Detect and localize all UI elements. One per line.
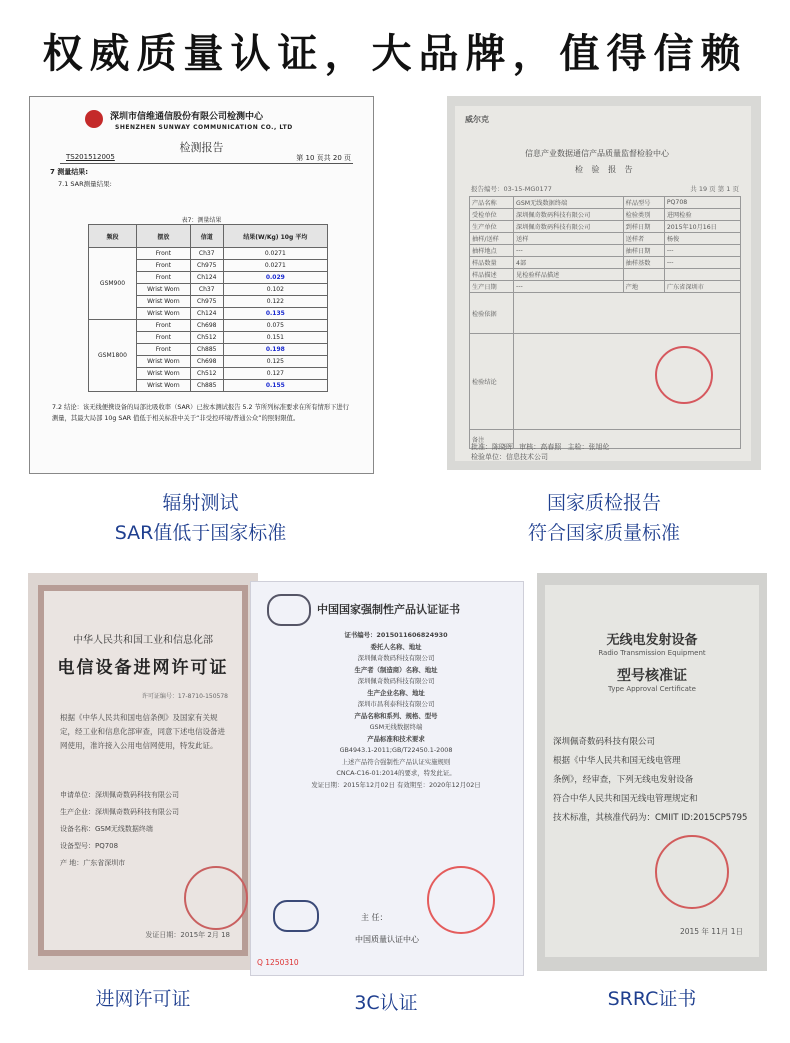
- table-cell: 产地: [623, 281, 664, 293]
- qc-header: 信息产业数据通信产品质量监督检验中心: [525, 149, 669, 158]
- table-cell: Ch885: [190, 344, 223, 356]
- table-row: [470, 281, 741, 293]
- table-cell: Ch512: [190, 368, 223, 380]
- table-row: [470, 245, 741, 257]
- ccc-line: 深圳佩奇数码科技有限公司: [357, 654, 435, 662]
- red-stamp-icon: [655, 835, 729, 909]
- sar-conclusion: 7.2 结论：该无线便携设备的局部比吸收率（SAR）已按本测试报告 5.2 节所列标准要求在所有情形下进行测量，其最大局部 10g SAR 值低于相关标准中关于“非受控环境/普通公众”的照射限值。: [52, 404, 350, 422]
- ccc-logo-icon: [267, 594, 311, 626]
- table-header: 频段: [89, 225, 137, 248]
- table-cell: 0.155: [223, 380, 327, 392]
- table-header: 结果(W/Kg) 10g 平均: [223, 225, 327, 248]
- table-cell: Ch885: [190, 380, 223, 392]
- ccc-certificate-image: [250, 581, 524, 976]
- caption-qc: [447, 488, 761, 548]
- table-cell: 抽样日期: [623, 245, 664, 257]
- sar-page: 第 10 页共 20 页: [296, 154, 351, 162]
- table-cell: GSM无线数据终端: [514, 197, 624, 209]
- table-cell: 0.151: [223, 332, 327, 344]
- caption-srrc: SRRC证书: [607, 988, 697, 1010]
- table-cell: Ch512: [190, 332, 223, 344]
- ccc-line: 深圳市昌利泰科技有限公司: [357, 700, 435, 708]
- caption-line: 符合国家质量标准: [527, 522, 680, 544]
- qc-page: 共 19 页 第 1 页: [690, 185, 739, 193]
- table-cell: 0.075: [223, 320, 327, 332]
- caption-nl: 进网许可证: [95, 988, 191, 1010]
- table-cell: 0.029: [223, 272, 327, 284]
- table-cell: Front: [136, 320, 190, 332]
- qc-side-label: 备注: [470, 430, 514, 449]
- red-stamp-icon: [655, 346, 713, 404]
- table-cell: 0.102: [223, 284, 327, 296]
- caption-sar: [29, 488, 372, 548]
- company-logo-icon: [85, 110, 103, 128]
- table-cell: ---: [514, 281, 624, 293]
- qc-side-label: 检验结论: [470, 334, 514, 430]
- srrc-line: 条例》，经审查，下列无线电发射设备: [553, 775, 694, 785]
- table-cell: Wrist Worn: [136, 308, 190, 320]
- qc-side-label: 检验依据: [470, 293, 514, 334]
- srrc-certificate-image: [537, 573, 767, 971]
- table-cell: 深圳佩奇数码科技有限公司: [514, 221, 624, 233]
- sar-table: [88, 224, 328, 392]
- table-cell: 4部: [514, 257, 624, 269]
- ccc-title: 中国国家强制性产品认证证书: [317, 603, 460, 616]
- table-cell: 送样: [514, 233, 624, 245]
- red-stamp-icon: [184, 866, 248, 930]
- table-cell: 进网检验: [664, 209, 740, 221]
- table-cell: 产品名称: [470, 197, 514, 209]
- qc-sign-line: 检验单位：信息技术公司: [471, 453, 548, 461]
- qc-sign-line: 批准：陈晓晖 审核：高春照 主检：张旭伦: [471, 443, 610, 451]
- table-cell: 生产日期: [470, 281, 514, 293]
- nl-title: 电信设备进网许可证: [57, 658, 229, 678]
- cqc-logo-icon: [273, 900, 319, 932]
- table-cell: Wrist Worn: [136, 356, 190, 368]
- table-cell: ---: [664, 257, 740, 269]
- table-cell: Ch37: [190, 284, 223, 296]
- table-cell: 0.0271: [223, 248, 327, 260]
- nl-field: 申请单位：深圳佩奇数码科技有限公司: [60, 791, 179, 799]
- ccc-line: 发证日期：2015年12月02日 有效期至：2020年12月02日: [311, 780, 481, 789]
- table-cell: Ch975: [190, 260, 223, 272]
- table-cell: Wrist Worn: [136, 296, 190, 308]
- table-row: [470, 197, 741, 209]
- sar-report-image: [29, 96, 374, 474]
- table-cell: 0.135: [223, 308, 327, 320]
- table-cell: 0.122: [223, 296, 327, 308]
- sar-section: 7 测量结果:: [50, 168, 89, 176]
- caption-line: SAR值低于国家标准: [114, 522, 287, 544]
- table-cell: 抽样基数: [623, 257, 664, 269]
- srrc-title2-en: Type Approval Certificate: [608, 685, 696, 693]
- table-cell: 0.198: [223, 344, 327, 356]
- table-cell: Wrist Worn: [136, 380, 190, 392]
- table-cell: 生产单位: [470, 221, 514, 233]
- ccc-line: 产品名称和系列、规格、型号: [354, 711, 438, 720]
- sar-company: 深圳市信维通信股份有限公司检测中心: [110, 112, 264, 122]
- caption-line: 辐射测试: [162, 492, 239, 514]
- table-cell: Ch124: [190, 308, 223, 320]
- network-license-image: [28, 573, 258, 970]
- nl-license-no: 许可证编号：17-8710-150578: [141, 693, 228, 700]
- table-row: [470, 209, 741, 221]
- table-cell: Front: [136, 260, 190, 272]
- srrc-title: 无线电发射设备: [606, 633, 698, 648]
- ccc-line: GB4943.1-2011;GB/T22450.1-2008: [339, 746, 453, 754]
- table-cell: [664, 269, 740, 281]
- table-header: 摆放: [136, 225, 190, 248]
- table-cell: Ch124: [190, 272, 223, 284]
- table-cell: 杨俊: [664, 233, 740, 245]
- srrc-line: 技术标准，其核准代码为：CMIIT ID:2015CP5795: [553, 813, 748, 823]
- table-cell: Ch975: [190, 296, 223, 308]
- table-row: [89, 248, 328, 260]
- table-cell: 0.0271: [223, 260, 327, 272]
- qc-brand: 威尔克: [465, 115, 489, 124]
- sar-subsection: 7.1 SAR测量结果:: [58, 180, 112, 188]
- band-cell: GSM900: [89, 248, 137, 320]
- table-cell: Wrist Worn: [136, 284, 190, 296]
- table-cell: Wrist Worn: [136, 368, 190, 380]
- table-cell: 深圳佩奇数码科技有限公司: [514, 209, 624, 221]
- qc-title: 检 验 报 告: [575, 165, 636, 174]
- table-cell: 抽样/送样: [470, 233, 514, 245]
- sar-report-no: TS201512005: [66, 153, 115, 161]
- table-cell: 见检验样品描述: [514, 269, 624, 281]
- table-cell: Ch698: [190, 356, 223, 368]
- table-cell: 样品描述: [470, 269, 514, 281]
- ccc-line: 产品标准和技术要求: [367, 734, 425, 743]
- sar-title: 检测报告: [179, 141, 224, 154]
- ccc-line: CNCA-C16-01:2014的要求，特发此证。: [336, 769, 456, 777]
- table-cell: 2015年10月16日: [664, 221, 740, 233]
- red-stamp-icon: [427, 866, 495, 934]
- srrc-line: 根据《中华人民共和国无线电管理: [553, 756, 681, 766]
- table-row: [470, 233, 741, 245]
- nl-ministry: 中华人民共和国工业和信息化部: [73, 635, 213, 646]
- table-header: 信道: [190, 225, 223, 248]
- srrc-line: 深圳佩奇数码科技有限公司: [553, 737, 656, 747]
- ccc-line: 生产企业名称、地址: [367, 688, 425, 697]
- srrc-body: [553, 733, 751, 828]
- table-cell: [623, 269, 664, 281]
- ccc-center: 中国质量认证中心: [355, 935, 419, 944]
- table-cell: 受检单位: [470, 209, 514, 221]
- table-cell: 样品型号: [623, 197, 664, 209]
- table-cell: Front: [136, 344, 190, 356]
- table-row: [470, 269, 741, 281]
- qc-report-no: 报告编号：03-15-MG0177: [471, 185, 552, 193]
- ccc-line: GSM无线数据终端: [369, 723, 423, 731]
- nl-field: 设备名称：GSM无线数据终端: [60, 825, 153, 833]
- nl-field: 设备型号：PQ708: [60, 842, 119, 850]
- ccc-line: 委托人名称、地址: [370, 642, 422, 651]
- srrc-title-en: Radio Transmission Equipment: [598, 649, 706, 657]
- table-cell: 样品数量: [470, 257, 514, 269]
- table-cell: 检验类别: [623, 209, 664, 221]
- table-cell: 0.125: [223, 356, 327, 368]
- nl-issue-date: 发证日期：2015年 2月 18: [145, 931, 230, 939]
- table-cell: 抽样地点: [470, 245, 514, 257]
- table-cell: Front: [136, 332, 190, 344]
- qc-signatures: [471, 442, 609, 462]
- quality-report-image: [447, 96, 761, 470]
- table-row: [89, 320, 328, 332]
- nl-field: 产 地：广东省深圳市: [60, 859, 126, 867]
- table-row: [470, 221, 741, 233]
- srrc-line: 符合中华人民共和国无线电管理规定和: [553, 794, 698, 804]
- table-cell: Front: [136, 248, 190, 260]
- table-cell: Front: [136, 272, 190, 284]
- table-cell: ---: [664, 245, 740, 257]
- caption-ccc: 3C认证: [354, 992, 418, 1014]
- ccc-serial: Q 1250310: [257, 958, 299, 967]
- table-cell: 到样日期: [623, 221, 664, 233]
- table-cell: ---: [514, 245, 624, 257]
- table-cell: Ch698: [190, 320, 223, 332]
- ccc-body: [291, 630, 501, 791]
- ccc-line: 生产者（制造商）名称、地址: [354, 665, 438, 674]
- band-cell: GSM1800: [89, 320, 137, 392]
- table-cell: PQ708: [664, 197, 740, 209]
- sar-table-caption: 表7：测量结果: [181, 217, 222, 224]
- page-headline: 权威质量认证，大品牌，值得信赖: [42, 31, 748, 77]
- divider: [60, 163, 353, 164]
- qc-table: [469, 196, 741, 449]
- nl-fields: [60, 787, 179, 872]
- table-cell: Ch37: [190, 248, 223, 260]
- nl-body: 根据《中华人民共和国电信条例》及国家有关规定，经工业和信息化部审查，同意下述电信设备进网使用，准许接入公用电信网使用，特发此证。: [60, 713, 225, 750]
- ccc-sign: 主 任：: [361, 913, 388, 922]
- sar-company-en: SHENZHEN SUNWAY COMMUNICATION CO., LTD: [115, 124, 293, 131]
- ccc-line: 上述产品符合强制性产品认证实施规则: [341, 757, 451, 766]
- caption-line: 国家质检报告: [546, 492, 661, 514]
- ccc-line: 深圳佩奇数码科技有限公司: [357, 677, 435, 685]
- nl-field: 生产企业：深圳佩奇数码科技有限公司: [60, 808, 179, 816]
- ccc-cert-no: 证书编号：2015011606824930: [344, 631, 448, 639]
- table-cell: 0.127: [223, 368, 327, 380]
- table-cell: 广东省深圳市: [664, 281, 740, 293]
- srrc-title2: 型号核准证: [617, 668, 687, 684]
- srrc-date: 2015 年 11月 1日: [679, 927, 743, 936]
- table-row: [470, 257, 741, 269]
- table-cell: 送样者: [623, 233, 664, 245]
